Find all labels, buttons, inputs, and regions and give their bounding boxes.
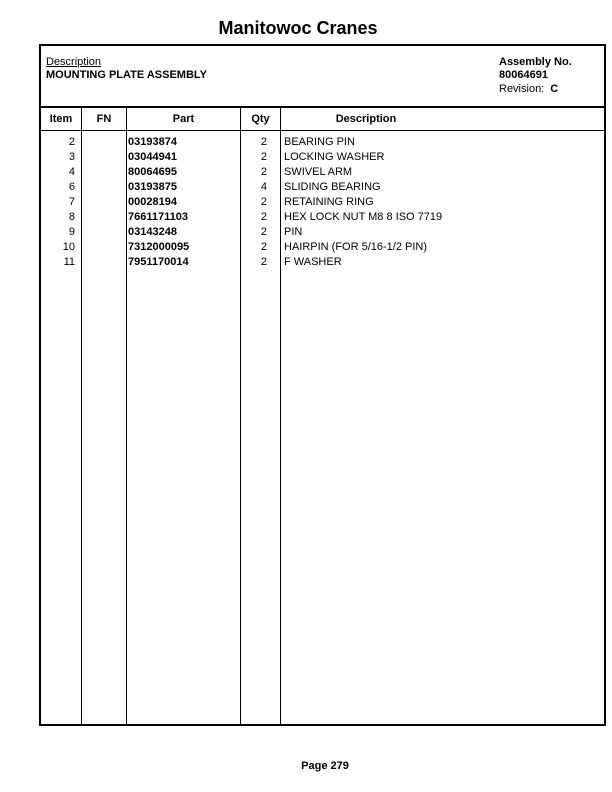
description-cell: BEARING PIN <box>284 136 355 148</box>
description-cell: HAIRPIN (FOR 5/16-1/2 PIN) <box>284 241 428 253</box>
table-row <box>41 180 604 195</box>
qty-cell: 2 <box>260 256 267 268</box>
parts-list-frame <box>39 44 606 726</box>
item-cell: 3 <box>68 151 75 163</box>
description-label: Description <box>46 56 102 68</box>
page-number: Page 279 <box>301 760 349 772</box>
item-cell: 9 <box>68 226 75 238</box>
part-cell: 7312000095 <box>128 241 190 253</box>
part-cell: 03143248 <box>128 226 177 238</box>
item-cell: 11 <box>63 256 75 268</box>
table-row <box>41 225 604 240</box>
table-row <box>41 195 604 210</box>
column-header-item: Item <box>49 113 73 125</box>
item-cell: 4 <box>68 166 75 178</box>
column-header-fn: FN <box>96 113 112 125</box>
table-body <box>41 135 604 270</box>
table-row <box>41 135 604 150</box>
part-cell: 00028194 <box>128 196 177 208</box>
table-row <box>41 210 604 225</box>
column-header-part: Part <box>172 113 195 125</box>
table-row <box>41 240 604 255</box>
part-cell: 80064695 <box>128 166 177 178</box>
qty-cell: 4 <box>260 181 267 193</box>
item-cell: 10 <box>62 241 75 253</box>
description-cell: PIN <box>284 226 303 238</box>
description-cell: F WASHER <box>284 256 342 268</box>
item-cell: 6 <box>68 181 75 193</box>
column-header-qty: Qty <box>251 113 270 125</box>
table-row <box>41 150 604 165</box>
qty-cell: 2 <box>260 211 267 223</box>
revision-value: C <box>550 83 559 95</box>
item-cell: 2 <box>68 136 75 148</box>
column-header-description: Description <box>335 113 397 125</box>
assembly-number-value: 80064691 <box>499 69 548 81</box>
page-title: Manitowoc Cranes <box>218 18 378 38</box>
item-cell: 8 <box>68 211 75 223</box>
part-cell: 03193874 <box>128 136 177 148</box>
description-cell: RETAINING RING <box>284 196 374 208</box>
qty-cell: 2 <box>260 226 267 238</box>
qty-cell: 2 <box>260 151 267 163</box>
part-cell: 7951170014 <box>128 256 189 268</box>
description-value: MOUNTING PLATE ASSEMBLY <box>46 69 207 81</box>
table-row <box>41 165 604 180</box>
part-cell: 7661171103 <box>128 211 188 223</box>
part-cell: 03044941 <box>128 151 177 163</box>
item-cell: 7 <box>68 196 75 208</box>
assembly-header <box>41 46 604 108</box>
table-row <box>41 255 604 270</box>
description-cell: SLIDING BEARING <box>284 181 381 193</box>
part-cell: 03193875 <box>128 181 177 193</box>
qty-cell: 2 <box>260 196 267 208</box>
description-cell: LOCKING WASHER <box>284 151 385 163</box>
description-cell: HEX LOCK NUT M8 8 ISO 7719 <box>284 211 443 223</box>
qty-cell: 2 <box>260 241 267 253</box>
revision-label: Revision: <box>499 83 545 95</box>
assembly-number-label: Assembly No. <box>499 56 572 68</box>
qty-cell: 2 <box>260 166 267 178</box>
description-cell: SWIVEL ARM <box>284 166 353 178</box>
qty-cell: 2 <box>260 136 267 148</box>
revision-line <box>499 83 558 95</box>
